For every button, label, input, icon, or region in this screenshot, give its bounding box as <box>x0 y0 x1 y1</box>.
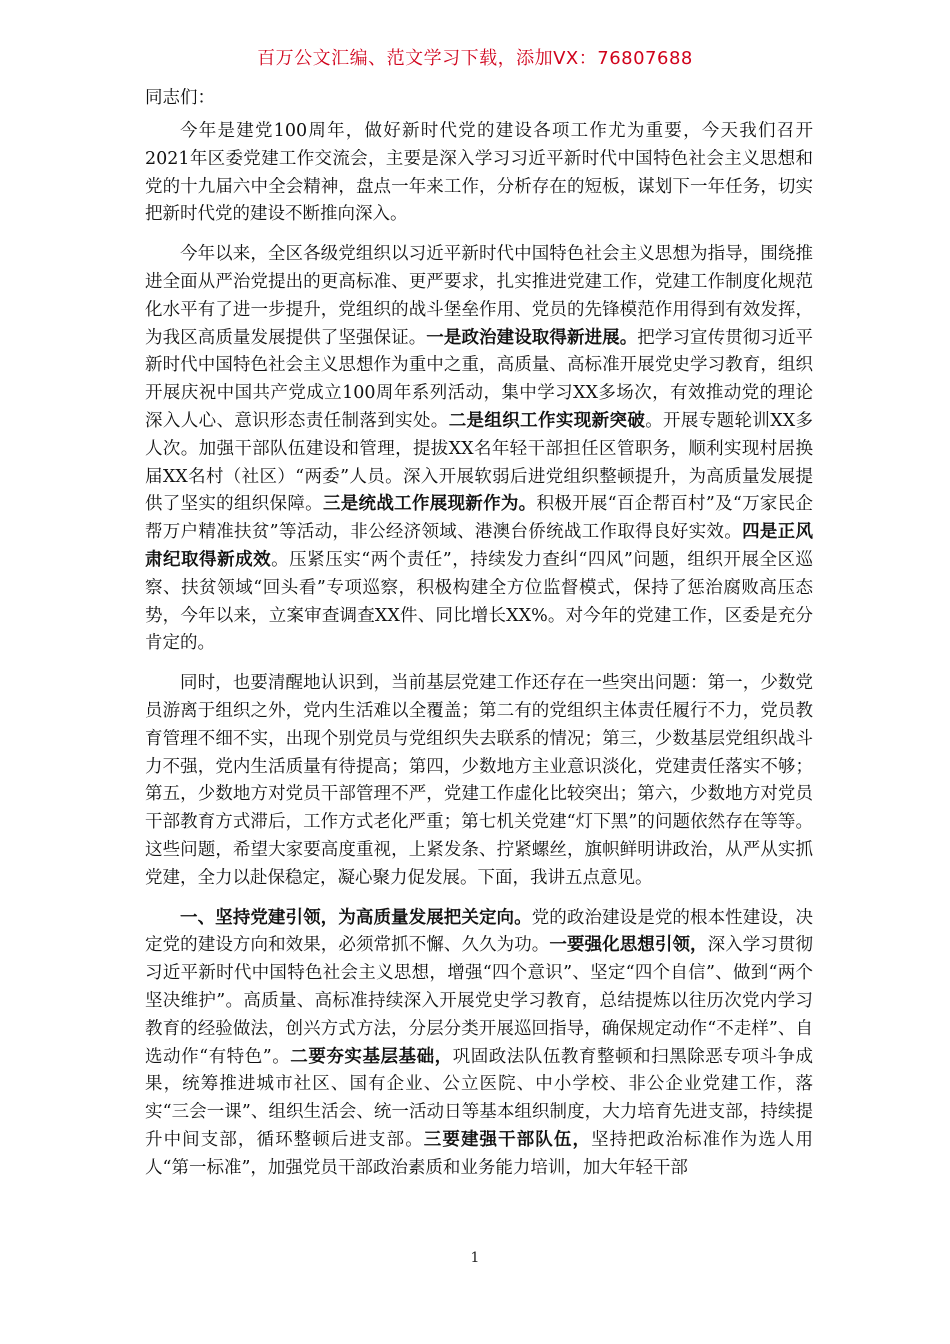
paragraph-text: 积极开展“百企帮百村”及“万家民企帮万户精准扶贫”等活动，非公经济领域、港澳台侨统战工作取得良好实效。 <box>145 494 814 543</box>
bold-heading-united-front: 三是统战工作展现新作为。 <box>322 494 537 515</box>
paragraph-opinion-one <box>145 905 813 1183</box>
paragraph-problems: 同时，也要清醒地认识到，当前基层党建工作还存在一些突出问题：第一，少数党员游离于组织之外，党内生活难以全覆盖；第二有的党组织主体责任履行不力，党员教育管理不细不实，出现个别党员与党组织失去联系的情况；第三，少数基层党组织战斗力不强，党内生活质量有待提高；第四，少数地方主业意识淡化，党建责任落实不够；第五，少数地方对党员干部管理不严，党建工作虚化比较突出；第六，少数地方对党员干部教育方式滞后，工作方式老化严重；第七机关党建“灯下黑”的问题依然存在等等。这些问题，希望大家要高度重视，上紧发条、拧紧螺丝，旗帜鲜明讲政治，从严从实抓党建，全力以赴保稳定，凝心聚力促发展。下面，我讲五点意见。 <box>145 673 813 888</box>
paragraph-text: 。开展专题轮训XX多人次。加强干部队伍建设和管理，提拔XX名年轻干部担任区管职务，顺利实现村居换届XX名村（社区）“两委”人员。深入开展软弱后进党组织整顿提升，为高质量发展提供了坚实的组织保障。 <box>145 410 814 515</box>
paragraph-achievements <box>145 241 813 658</box>
paragraph-text: 今年以来，全区各级党组织以习近平新时代中国特色社会主义思想为指导，围绕推进全面从严治党提出的更高标准、更严要求，扎实推进党建工作，党建工作制度化规范化水平有了进一步提升，党组织的战斗堡垒作用、党员的先锋模范作用得到有效发挥，为我区高质量发展提供了坚强保证。 <box>145 244 813 348</box>
document-body <box>145 84 813 1194</box>
paragraph-text: 把学习宣传贯彻习近平新时代中国特色社会主义思想作为重中之重，高质量、高标准开展党史学习教育，组织开展庆祝中国共产党成立100周年系列活动，集中学习XX多场次，有效推动党的理论深入人心、意识形态责任制落到实处。 <box>145 327 814 431</box>
bold-heading-organization: 二是组织工作实现新突破 <box>448 410 646 431</box>
paragraph-text: 坚持把政治标准作为选人用人“第一标准”，加强党员干部政治素质和业务能力培训，加大年轻干部 <box>145 1129 814 1178</box>
bold-heading-ideology: 一要强化思想引领， <box>549 935 708 956</box>
paragraph-text: 巩固政法队伍教育整顿和扫黑除恶专项斗争成果，统筹推进城市社区、国有企业、公立医院、中小学校、非公企业党建工作，落实“三会一课”、组织生活会、统一活动日等基本组织制度，大力培育先进支部，持续提升中间支部，循环整顿后进支部。 <box>145 1046 813 1150</box>
paragraph-intro: 今年是建党100周年，做好新时代党的建设各项工作尤为重要，今天我们召开2021年区委党建工作交流会，主要是深入学习习近平新时代中国特色社会主义思想和党的十九届六中全会精神，盘点一年来工作，分析存在的短板，谋划下一年任务，切实把新时代党的建设不断推向深入。 <box>145 121 813 225</box>
section-heading-one: 一、坚持党建引领，为高质量发展把关定向。 <box>180 907 532 928</box>
bold-heading-grassroots: 二要夯实基层基础， <box>290 1046 453 1067</box>
page-number: 1 <box>470 1250 480 1266</box>
paragraph-text: 深入学习贯彻习近平新时代中国特色社会主义思想，增强“四个意识”、坚定“四个自信”、做到“两个坚决维护”。高质量、高标准持续深入开展党史学习教育，总结提炼以往历次党内学习教育的经验做法，创兴方式方法，分层分类开展巡回指导，确保规定动作“不走样”、自选动作“有特色”。 <box>145 935 814 1067</box>
bold-heading-political: 一是政治建设取得新进展。 <box>426 327 638 348</box>
paragraph-text: 。压紧压实“两个责任”，持续发力查纠“四风”问题，组织开展全区巡察、扶贫领域“回头看”专项巡察，积极构建全方位监督模式，保持了惩治腐败高压态势，今年以来，立案审查调查XX件、同比增长XX%。对今年的党建工作，区委是充分肯定的。 <box>145 549 813 654</box>
paragraph-text: 党的政治建设是党的根本性建设，决定党的建设方向和效果，必须常抓不懈、久久为功。 <box>145 907 814 956</box>
bold-heading-discipline: 四是正风肃纪取得新成效 <box>145 522 813 570</box>
header-banner: 百万公文汇编、范文学习下载，添加VX：76807688 <box>257 48 693 69</box>
salutation: 同志们： <box>145 88 215 108</box>
bold-heading-cadres: 三要建强干部队伍， <box>423 1129 592 1150</box>
